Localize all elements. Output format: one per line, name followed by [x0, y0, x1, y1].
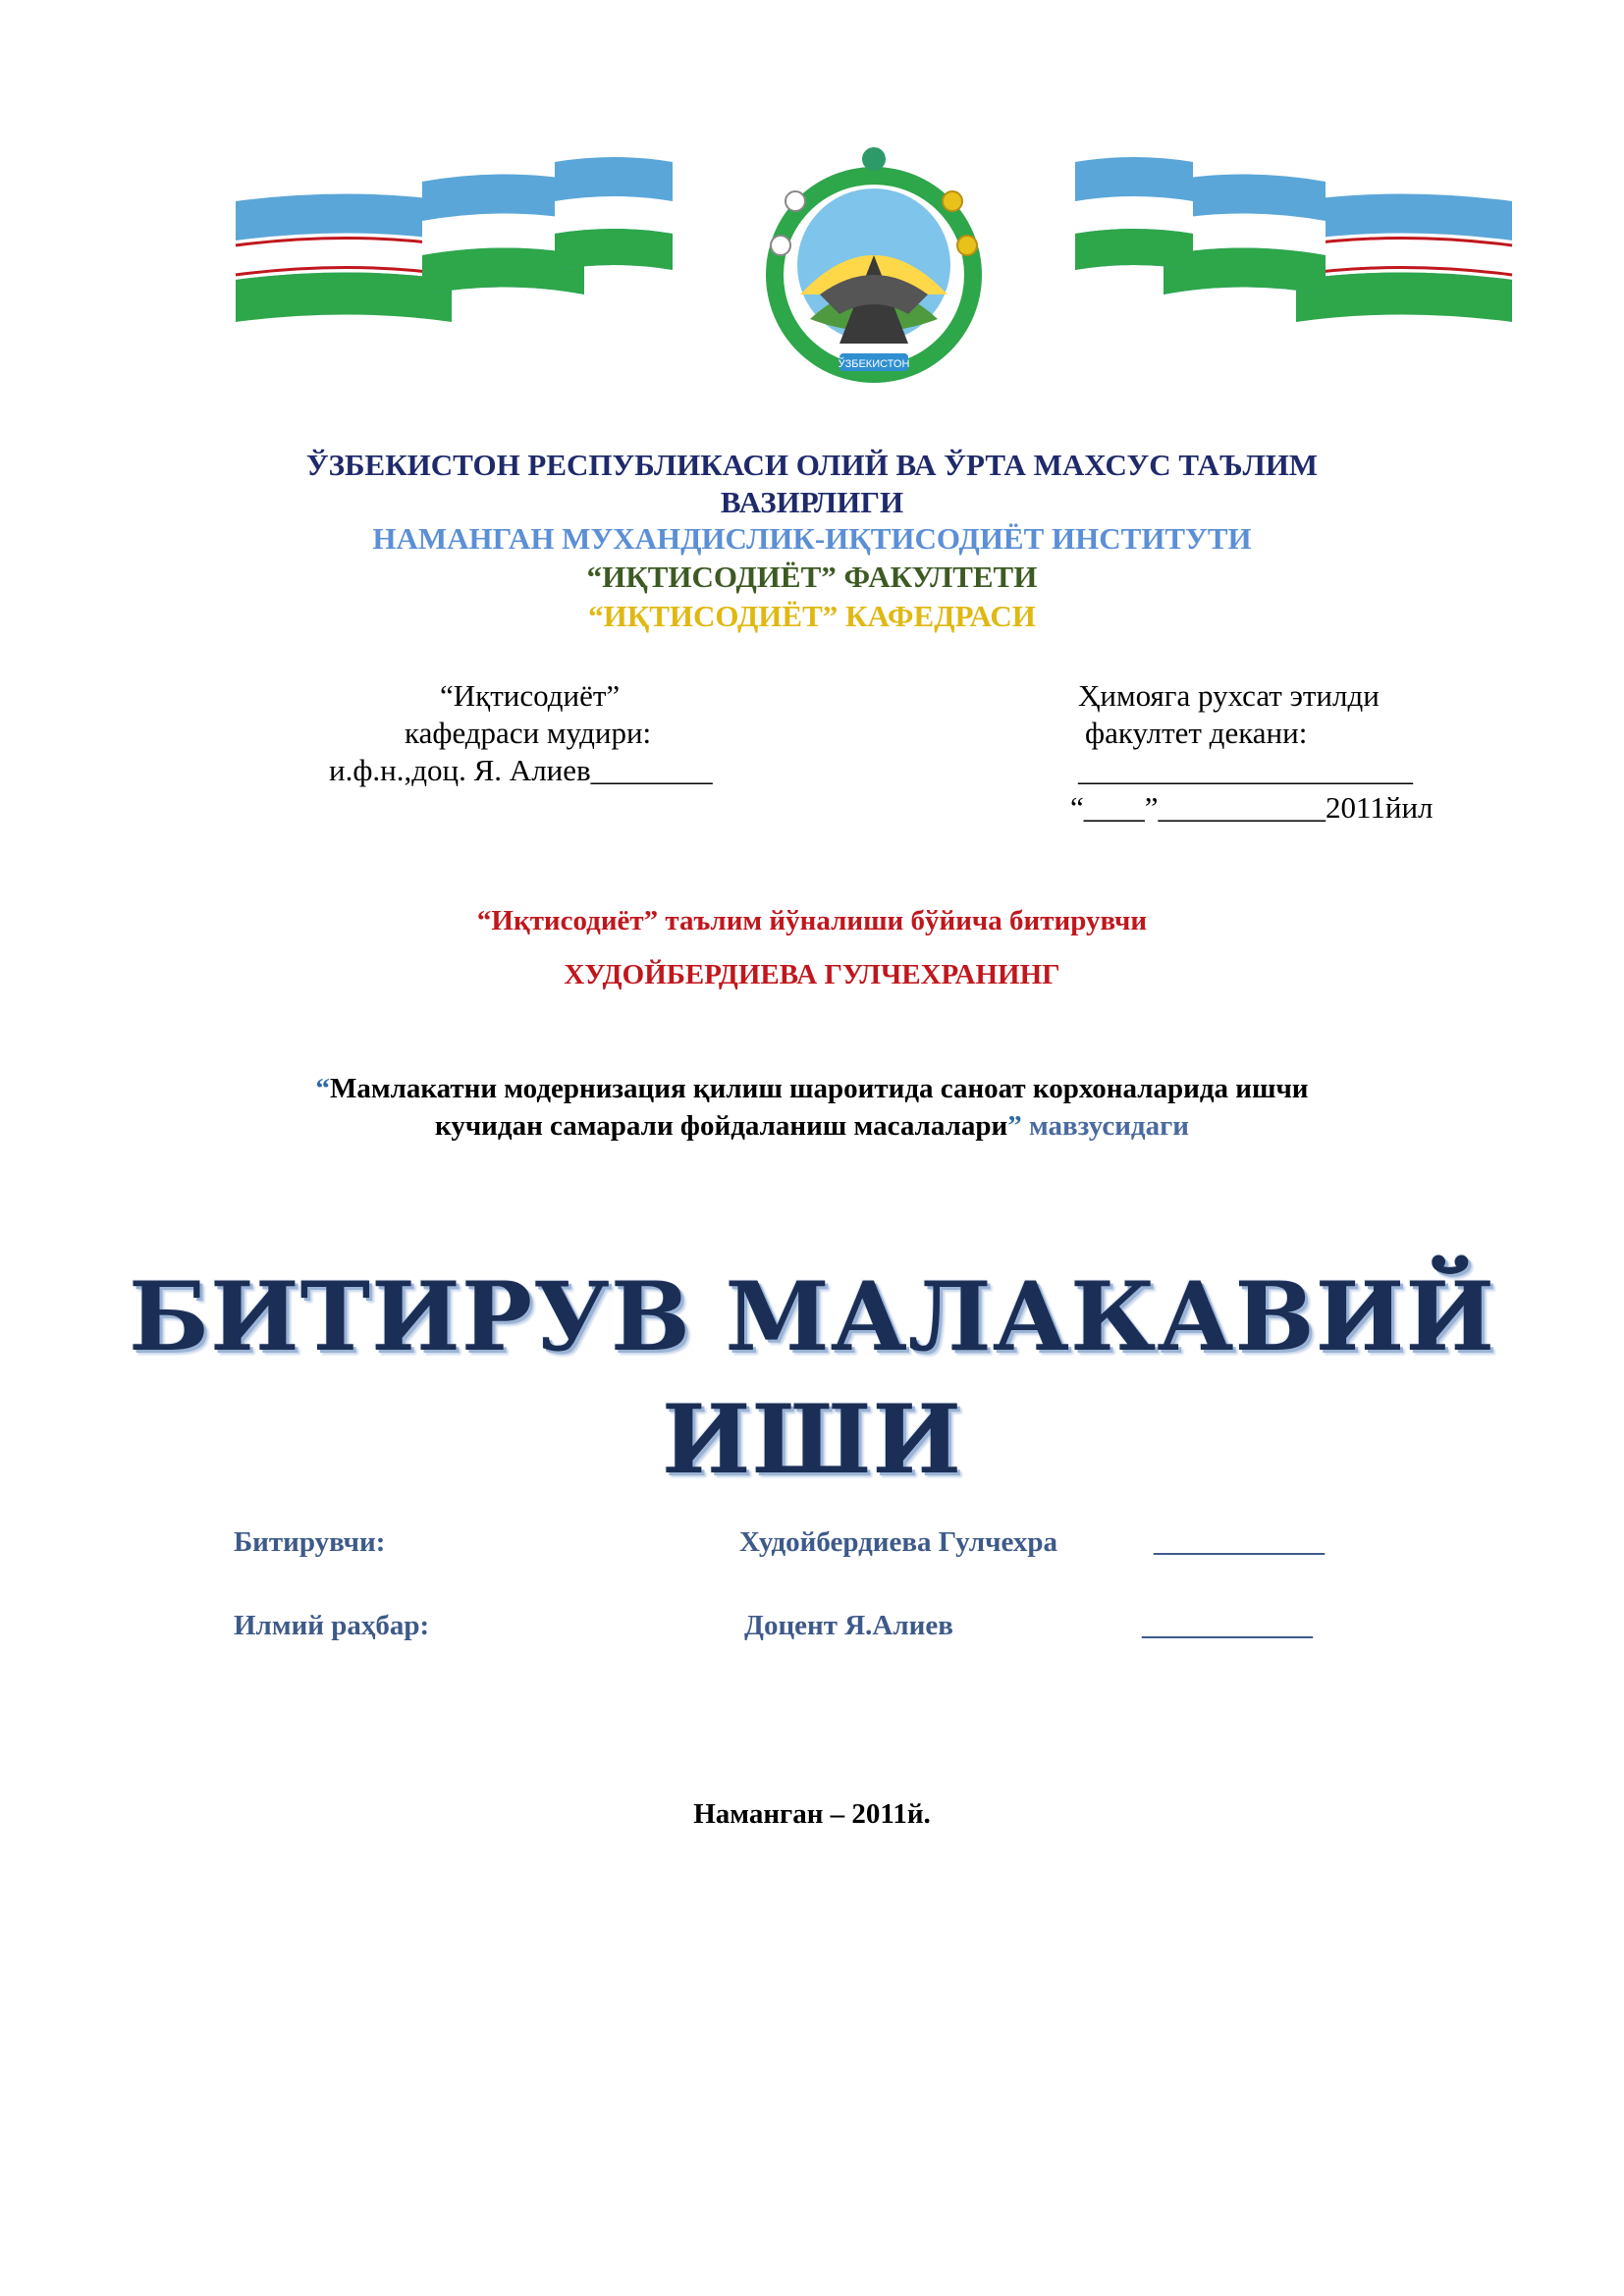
approval-right-line3: ______________________	[1078, 753, 1413, 787]
topic-text-line1: Мамлакатни модернизация қилиш шароитида саноат корхоналарида ишчи	[329, 1073, 1309, 1104]
graduate-signature-line: ____________	[1154, 1526, 1325, 1558]
flag-ribbon-left	[236, 157, 673, 322]
faculty-name: “ИҚТИСОДИЁТ” ФАКУЛТЕТИ	[586, 560, 1038, 594]
supervisor-signature-line: ____________	[1142, 1610, 1313, 1641]
topic-line-1	[0, 1070, 1624, 1107]
approval-right-line2: факултет декани:	[1085, 716, 1308, 750]
city-year: Наманган – 2011й.	[693, 1798, 931, 1830]
approval-left-line2: кафедраси мудири:	[405, 716, 652, 750]
graduate-signature-name: Худойбердиева Гулчехра	[739, 1526, 1057, 1558]
coat-of-arms-ribbon-text: ЎЗБЕКИСТОН	[838, 358, 910, 370]
coat-of-arms	[766, 147, 982, 383]
topic-close-quote: ”	[1007, 1110, 1022, 1142]
graduate-role: Битирувчи:	[234, 1526, 386, 1558]
flag-ribbon-right	[1075, 157, 1512, 322]
ministry-line-2: ВАЗИРЛИГИ	[720, 485, 904, 519]
graduate-name: ХУДОЙБЕРДИЕВА ГУЛЧЕХРАНИНГ	[564, 959, 1060, 990]
department-name: “ИҚТИСОДИЁТ” КАФЕДРАСИ	[588, 599, 1036, 633]
document-title-line1: БИТИРУВ МАЛАКАВИЙ	[128, 1261, 1496, 1372]
document-title-line2: ИШИ	[661, 1384, 963, 1495]
institute-name: НАМАНГАН МУХАНДИСЛИК-ИҚТИСОДИЁТ ИНСТИТУТИ	[372, 521, 1252, 556]
approval-left-line3: и.ф.н.,доц. Я. Алиев________	[329, 753, 713, 787]
uzbekistan-emblem-banner	[231, 147, 1517, 388]
ministry-line-1: ЎЗБЕКИСТОН РЕСПУБЛИКАСИ ОЛИЙ ВА ЎРТА МАХСУС ТАЪЛИМ	[305, 448, 1319, 482]
approval-left-line1: “Иқтисодиёт”	[440, 678, 621, 713]
approval-right-line4: “____”___________2011йил	[1070, 790, 1434, 825]
topic-open-quote: “	[315, 1073, 330, 1104]
graduate-direction: “Иқтисодиёт” таълим йўналиши бўйича битирувчи	[476, 905, 1148, 936]
supervisor-signature-name: Доцент Я.Алиев	[744, 1610, 953, 1641]
approval-right-line1: Ҳимояга рухсат этилди	[1078, 678, 1380, 713]
topic-line-2	[0, 1107, 1624, 1145]
topic-text-line2: кучидан самарали фойдаланиш масалалари	[435, 1110, 1008, 1142]
topic-suffix: мавзусидаги	[1021, 1110, 1189, 1142]
supervisor-role: Илмий раҳбар:	[234, 1610, 430, 1641]
